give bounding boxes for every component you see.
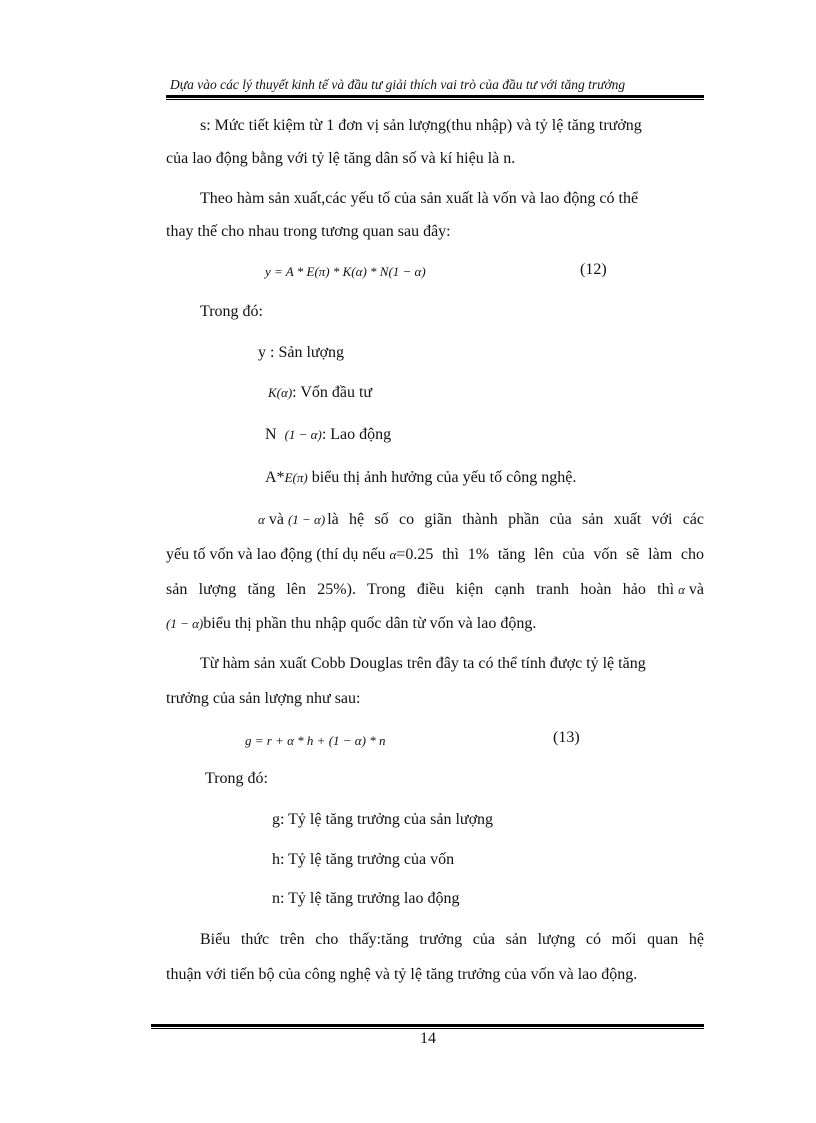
def-k: [268, 384, 372, 402]
equation-12: y = A * E(π) * K(α) * N(1 − α): [265, 264, 426, 279]
def-n-prefix: N: [265, 426, 277, 443]
where-label-1: Trong đó:: [200, 303, 263, 320]
running-header: Dựa vào các lý thuyết kinh tế và đầu tư giải thích vai trò của đầu tư với tăng trưởng: [170, 77, 626, 92]
equation-12-number: (12): [580, 261, 607, 278]
def-n-growth: n: Tỷ lệ tăng trưởng lao động: [272, 890, 460, 907]
para4-line1: Từ hàm sản xuất Cobb Douglas trên đây ta có thể tính được tỷ lệ tăng: [200, 655, 646, 672]
equation-13: g = r + α * h + (1 − α) * n: [245, 733, 386, 748]
para1-line1: s: Mức tiết kiệm từ 1 đơn vị sản lượng(thu nhập) và tỷ lệ tăng trưởng: [200, 117, 642, 134]
para5-line2: thuận với tiến bộ của công nghệ và tỷ lệ tăng trưởng của vốn và lao động.: [166, 966, 638, 983]
equation-13-number: (13): [553, 729, 580, 746]
para3-line2-pre: yếu tố vốn và lao động (thí dụ nếu: [166, 546, 390, 563]
para4-line2: trưởng của sản lượng như sau:: [166, 690, 361, 707]
def-k-symbol: K(α): [268, 385, 293, 400]
where-label-2: Trong đó:: [205, 770, 268, 787]
para3-line3-post: và: [684, 581, 704, 598]
def-y: y : Sản lượng: [258, 344, 345, 361]
def-n: [265, 426, 391, 444]
page-number: 14: [420, 1030, 436, 1047]
footer-rule: [151, 1024, 704, 1027]
def-a: [265, 469, 576, 487]
para5-line1: Biểu thức trên cho thấy:tăng trưởng của sản lượng có mối quan hệ: [200, 931, 704, 948]
alpha-symbol: α: [258, 512, 265, 527]
para2-line2: thay thế cho nhau trong tương quan sau đây:: [166, 223, 451, 240]
para2-line1: Theo hàm sản xuất,các yếu tố của sản xuất là vốn và lao động có thể: [200, 190, 639, 207]
def-a-text: biểu thị ảnh hưởng của yếu tố công nghệ.: [307, 469, 577, 486]
para3-line1: [258, 511, 704, 529]
header-rule: [166, 95, 704, 98]
def-a-symbol: E(π): [284, 470, 308, 485]
def-k-text: : Vốn đầu tư: [292, 384, 373, 401]
header-rule-thin: [166, 99, 704, 100]
para3-line4-post: biểu thị phần thu nhập quốc dân từ vốn và lao động.: [203, 615, 537, 632]
one-minus-alpha-symbol: (1 − α): [287, 512, 326, 527]
para3-line3-pre: sản lượng tăng lên 25%). Trong điều kiện cạnh tranh hoàn hảo thì: [166, 581, 675, 598]
para3-line1-rest: là hệ số co giãn thành phần của sản xuất với các: [327, 511, 704, 528]
para3-line3: [166, 581, 704, 599]
one-minus-alpha-symbol-2: (1 − α): [166, 616, 204, 631]
para3-line2: [166, 546, 704, 564]
footer-rule-thin: [151, 1028, 704, 1029]
para3-line2-post: =0.25 thì 1% tăng lên của vốn sẽ làm cho: [396, 546, 704, 563]
para1-line2: của lao động bằng với tỷ lệ tăng dân số và kí hiệu là n.: [166, 150, 516, 167]
def-n-symbol: (1 − α): [284, 427, 322, 442]
def-h: h: Tỷ lệ tăng trưởng của vốn: [272, 851, 455, 868]
def-a-prefix: A*: [265, 469, 285, 486]
alpha-symbol-2: α: [389, 547, 397, 562]
def-n-text: : Lao động: [321, 426, 392, 443]
alpha-symbol-3: α: [678, 582, 685, 597]
para3-and: và: [264, 511, 288, 528]
def-g: g: Tỷ lệ tăng trưởng của sản lượng: [272, 811, 494, 828]
para3-line4: [166, 615, 536, 633]
